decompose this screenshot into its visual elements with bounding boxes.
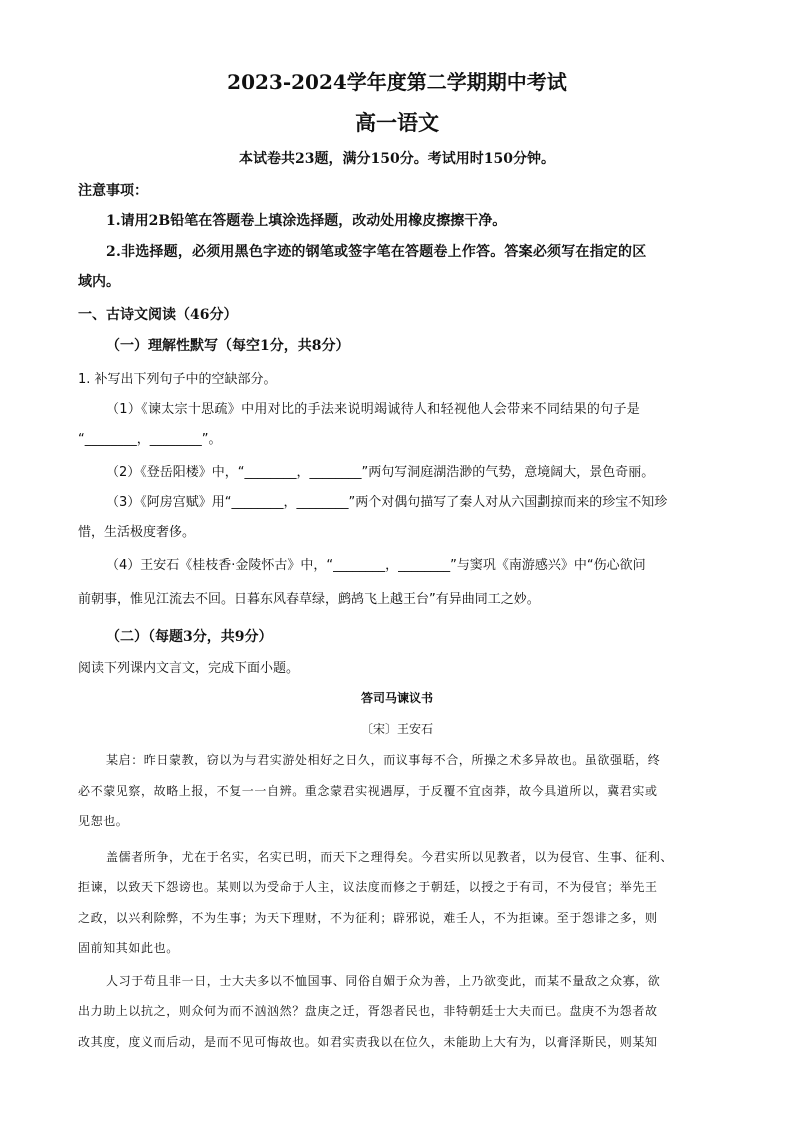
exam-title: 2023-2024学年度第二学期期中考试 bbox=[227, 70, 567, 94]
passage-line: 固前知其如此也。 bbox=[78, 941, 179, 955]
passage-author: 〔宋〕王安石 bbox=[360, 722, 433, 736]
passage-line: 拒谏，以致天下怨谤也。某则以为受命于人主，议法度而修之于朝廷，以授之于有司，不为侵官；举先王 bbox=[78, 880, 658, 894]
question-1-stem: 1. 补写出下列句子中的空缺部分。 bbox=[78, 372, 277, 387]
passage-line: 出力助上以抗之，则众何为而不汹汹然？盘庚之迁，胥怨者民也，非特朝廷士大夫而已。盘庚不为怨者故 bbox=[78, 1004, 658, 1018]
notice-item-2: 2.非选择题，必须用黑色字迹的钢笔或签字笔在答题卷上作答。答案必须写在指定的区 bbox=[106, 244, 647, 260]
notice-heading: 注意事项： bbox=[78, 183, 148, 199]
passage-line: 某启：昨日蒙教，窃以为与君实游处相好之日久，而议事每不合，所操之术多异故也。虽欲强聒，终 bbox=[106, 753, 661, 767]
subject-title: 高一语文 bbox=[355, 110, 439, 135]
question-1-4-cont: 前朝事，惟见江流去不回。日暮东风春草绿，鹧鸪飞上越王台”有异曲同工之妙。 bbox=[78, 592, 540, 607]
question-1-2: （2）《登岳阳楼》中，“________，________”两句写洞庭湖浩渺的气势，意境阔大，景色奇丽。 bbox=[106, 465, 655, 480]
notice-item-2-cont: 域内。 bbox=[78, 274, 120, 290]
question-1-3-cont: 惜，生活极度奢侈。 bbox=[78, 525, 196, 540]
part1-heading: （一）理解性默写（每空1分，共8分） bbox=[106, 338, 350, 354]
passage-line: 之政，以兴利除弊，不为生事；为天下理财，不为征利；辟邪说，难壬人，不为拒谏。至于怨诽之多，则 bbox=[78, 911, 658, 925]
question-1-1-blanks: “________，________”。 bbox=[78, 432, 222, 447]
exam-info: 本试卷共23题，满分150分。考试用时150分钟。 bbox=[239, 151, 555, 167]
question-1-3: （3）《阿房宫赋》用“________，________”两个对偶句描写了秦人对从六国劃掠而来的珍宝不知珍 bbox=[106, 495, 668, 510]
passage-title: 答司马谏议书 bbox=[360, 691, 433, 705]
passage-line: 改其度，度义而后动，是而不见可悔故也。如君实责我以在位久，未能助上大有为，以膏泽斯民，则某知 bbox=[78, 1035, 658, 1049]
question-1-1: （1）《谏太宗十思疏》中用对比的手法来说明竭诚待人和轻视他人会带来不同结果的句子是 bbox=[106, 402, 641, 417]
passage-line: 见恕也。 bbox=[78, 814, 129, 828]
part2-heading: （二）（每题3分，共9分） bbox=[106, 629, 273, 645]
passage-line: 盖儒者所争，尤在于名实，名实已明，而天下之理得矣。今君实所以见教者，以为侵官、生事、征利、 bbox=[106, 850, 674, 864]
notice-item-1: 1.请用2B铅笔在答题卷上填涂选择题，改动处用橡皮擦擦干净。 bbox=[106, 213, 507, 229]
section-heading: 一、古诗文阅读（46分） bbox=[78, 307, 238, 323]
passage-line: 人习于苟且非一日，士大夫多以不恤国事、同俗自媚于众为善，上乃欲变此，而某不量敌之众寡，欲 bbox=[106, 974, 661, 988]
part2-instruction: 阅读下列课内文言文，完成下面小题。 bbox=[78, 661, 300, 676]
question-1-4: （4）王安石《桂枝香·金陵怀古》中，“________，________”与窦巩《南游感兴》中“伤心欲问 bbox=[106, 558, 646, 573]
passage-line: 必不蒙见察，故略上报，不复一一自辨。重念蒙君实视遇厚，于反覆不宜卤莽，故今具道所以，冀君实或 bbox=[78, 784, 658, 798]
